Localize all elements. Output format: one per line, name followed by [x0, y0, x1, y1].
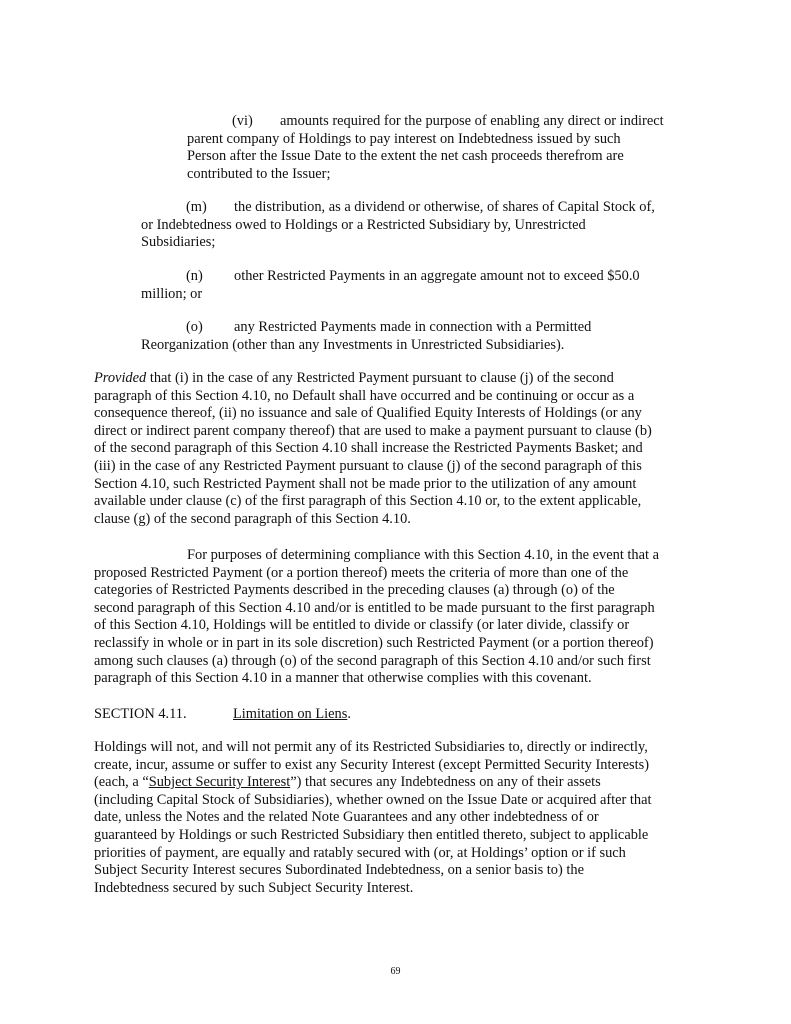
- compliance-text: second paragraph of this Section 4.10 and/or is entitled to be made pursuant to the first paragraph: [94, 599, 655, 616]
- page-number: 69: [390, 966, 401, 977]
- clause-label: (vi): [232, 113, 253, 129]
- clause-text: the distribution, as a dividend or otherwise, of shares of Capital Stock of,: [234, 199, 655, 215]
- clause-label: (n): [186, 268, 203, 284]
- clause-text: contributed to the Issuer;: [187, 165, 331, 182]
- liens-text: (each, a “: [94, 774, 149, 791]
- liens-paragraph: [94, 739, 651, 897]
- section-number: SECTION 4.11.: [94, 706, 187, 722]
- clause-m: [141, 199, 655, 252]
- compliance-paragraph: [94, 547, 659, 688]
- clause-text: Reorganization (other than any Investments in Unrestricted Subsidiaries).: [141, 336, 565, 353]
- provided-text: clause (g) of the second paragraph of this Section 4.10.: [94, 510, 411, 527]
- section-title-end: .: [347, 706, 351, 722]
- clause-text: Subsidiaries;: [141, 234, 216, 251]
- clause-text: or Indebtedness owed to Holdings or a Restricted Subsidiary by, Unrestricted: [141, 216, 586, 233]
- liens-text: ”) that secures any Indebtedness on any of their assets: [290, 774, 601, 791]
- compliance-text: proposed Restricted Payment (or a portion thereof) meets the criteria of more than one of the: [94, 564, 629, 581]
- section-title: Limitation on Liens: [233, 706, 348, 722]
- liens-text: Subject Security Interest secures Subordinated Indebtedness, on a senior basis to) the: [94, 862, 584, 879]
- compliance-text: For purposes of determining compliance with this Section 4.10, in the event that a: [187, 547, 659, 563]
- clause-vi: [187, 113, 664, 183]
- compliance-text: reclassify in whole or in part in its sole discretion) such Restricted Payment (or a portion thereof): [94, 634, 654, 651]
- provided-word: Provided: [94, 370, 147, 386]
- clause-label: (m): [186, 199, 207, 215]
- defined-term: Subject Security Interest: [148, 774, 291, 791]
- compliance-text: categories of Restricted Payments described in the preceding clauses (a) through (o) of the: [94, 582, 615, 599]
- provided-text: that (i) in the case of any Restricted Payment pursuant to clause (j) of the second: [146, 370, 614, 386]
- provided-text: consequence thereof, (ii) no issuance and sale of Qualified Equity Interests of Holdings (or any: [94, 405, 642, 422]
- liens-text: date, unless the Notes and the related Note Guarantees and any other indebtedness of or: [94, 809, 599, 826]
- clause-text: Person after the Issue Date to the extent the net cash proceeds therefrom are: [187, 148, 624, 165]
- provided-text: available under clause (c) of the first paragraph of this Section 4.10 or, to the extent applicable,: [94, 493, 642, 510]
- clause-text: million; or: [141, 285, 203, 302]
- liens-text: priorities of payment, are equally and ratably secured with (or, at Holdings’ option or if such: [94, 844, 626, 861]
- clause-text: parent company of Holdings to pay interest on Indebtedness issued by such: [187, 130, 621, 147]
- liens-text: guaranteed by Holdings or such Restricted Subsidiary then entitled thereto, subject to applicable: [94, 826, 649, 843]
- provided-text: direct or indirect parent company thereof) that are used to make a payment pursuant to clause (b): [94, 422, 652, 439]
- clause-n: [141, 268, 640, 303]
- compliance-text: of this Section 4.10, Holdings will be entitled to divide or classify (or later divide, classify or: [94, 617, 630, 634]
- clause-text: any Restricted Payments made in connection with a Permitted: [234, 319, 592, 335]
- clause-label: (o): [186, 319, 203, 335]
- compliance-text: paragraph of this Section 4.10 in a manner that otherwise complies with this covenant.: [94, 670, 592, 687]
- provided-paragraph: [94, 370, 652, 528]
- provided-text: Section 4.10, such Restricted Payment shall not be made prior to the utilization of any amount: [94, 475, 637, 492]
- liens-text: Indebtedness secured by such Subject Security Interest.: [94, 879, 414, 896]
- provided-text: (iii) in the case of any Restricted Payment pursuant to clause (j) of the second paragraph of this: [94, 457, 642, 474]
- clause-text: amounts required for the purpose of enabling any direct or indirect: [280, 113, 664, 129]
- liens-text: create, incur, assume or suffer to exist any Security Interest (except Permitted Security Interests): [94, 756, 650, 773]
- compliance-text: among such clauses (a) through (o) of the second paragraph of this Section 4.10 and/or such first: [94, 652, 651, 669]
- clause-o: [141, 319, 591, 354]
- provided-text: paragraph of this Section 4.10, no Default shall have occurred and be continuing or occur as a: [94, 387, 635, 404]
- liens-text: (including Capital Stock of Subsidiaries), whether owned on the Issue Date or acquired after that: [94, 791, 652, 808]
- provided-text: of the second paragraph of this Section 4.10 shall increase the Restricted Payments Basket; and: [94, 440, 643, 457]
- section-heading: [94, 706, 351, 724]
- clause-text: other Restricted Payments in an aggregate amount not to exceed $50.0: [234, 268, 640, 284]
- liens-text: Holdings will not, and will not permit any of its Restricted Subsidiaries to, directly or indirectly,: [94, 739, 648, 755]
